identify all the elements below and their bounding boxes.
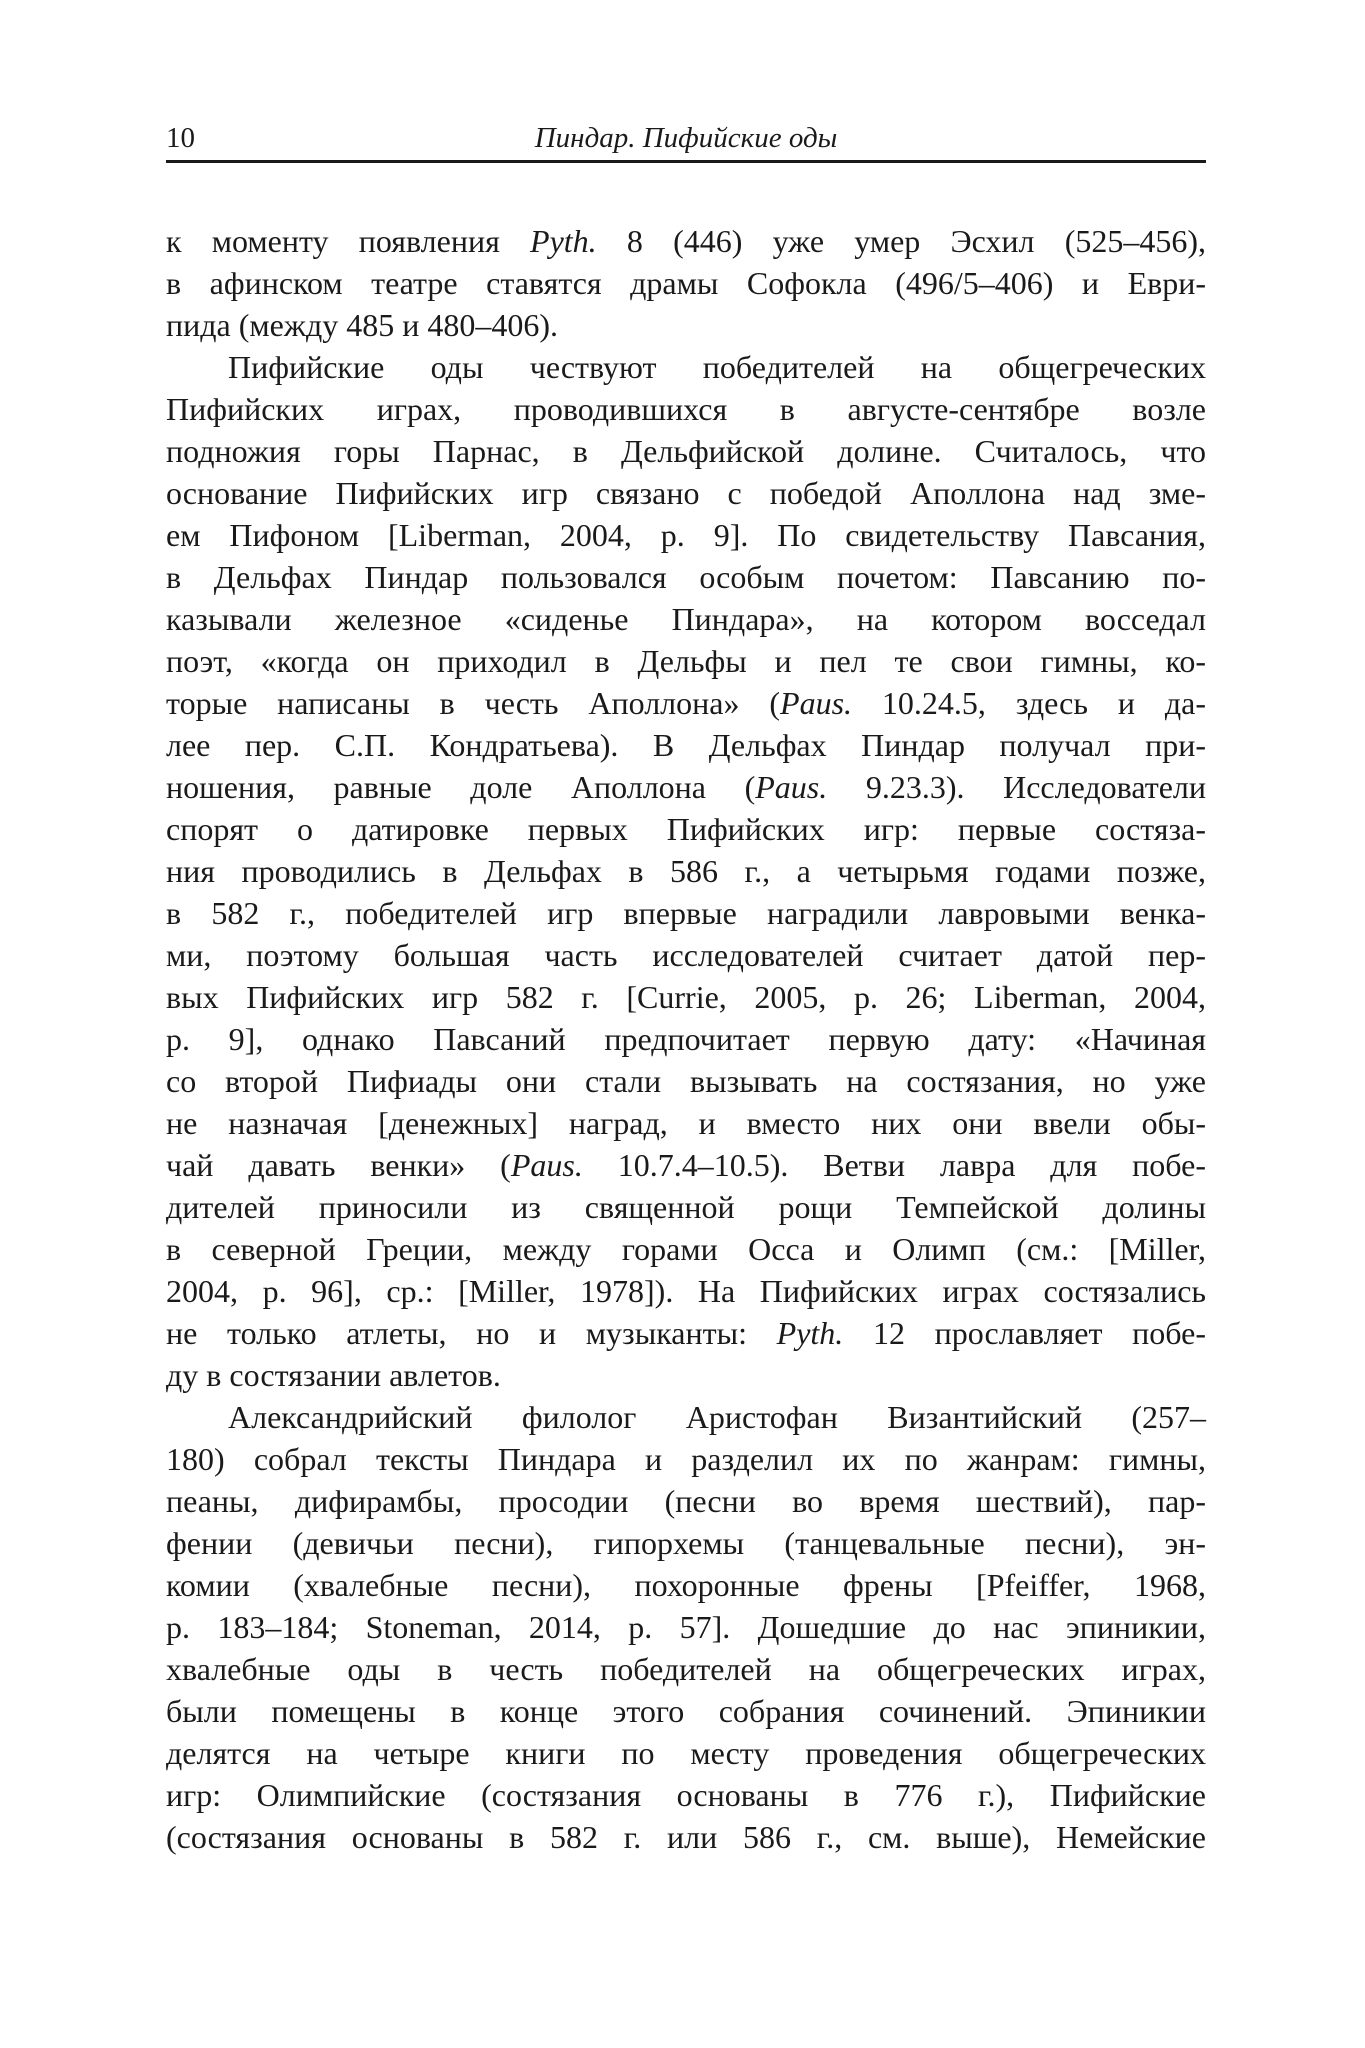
text-segment: основание Пифийских игр связано с победой Аполлона над зме- xyxy=(166,475,1206,511)
text-segment: хвалебные оды в честь победителей на общегреческих играх, xyxy=(166,1651,1206,1687)
text-segment: подножия горы Парнас, в Дельфийской долине. Считалось, что xyxy=(166,433,1206,469)
text-line xyxy=(166,976,1206,1018)
text-segment: (состязания основаны в 582 г. или 586 г., см. выше), Немейские xyxy=(166,1819,1206,1855)
text-segment: комии (хвалебные песни), похоронные френы [Pfeiffer, 1968, xyxy=(166,1567,1206,1603)
text-segment: 8 (446) уже умер Эсхил (525–456), xyxy=(596,223,1207,259)
text-line xyxy=(166,1732,1206,1774)
text-segment: 10.7.4–10.5). Ветви лавра для побе- xyxy=(582,1147,1207,1183)
text-segment: чай давать венки» ( xyxy=(166,1147,511,1183)
text-segment: 12 прославляет побе- xyxy=(843,1315,1207,1351)
text-line xyxy=(166,724,1206,766)
text-line xyxy=(166,934,1206,976)
text-line xyxy=(166,808,1206,850)
text-segment: ду в состязании авлетов. xyxy=(166,1357,501,1393)
text-line xyxy=(166,640,1206,682)
text-segment: вых Пифийских игр 582 г. [Currie, 2005, p. 26; Liberman, 2004, xyxy=(166,979,1206,1015)
text-segment: поэт, «когда он приходил в Дельфы и пел те свои гимны, ко- xyxy=(166,643,1206,679)
text-segment: спорят о датировке первых Пифийских игр: первые состяза- xyxy=(166,811,1206,847)
header-rule xyxy=(166,160,1206,163)
italic-citation: Pyth. xyxy=(530,223,597,259)
text-segment: со второй Пифиады они стали вызывать на состязания, но уже xyxy=(166,1063,1206,1099)
text-line xyxy=(166,682,1206,724)
text-segment: к моменту появления xyxy=(166,223,531,259)
text-line xyxy=(166,1480,1206,1522)
page-header xyxy=(166,122,1206,158)
text-segment: p. 9], однако Павсаний предпочитает первую дату: «Начиная xyxy=(166,1021,1206,1057)
text-segment: игр: Олимпийские (состязания основаны в 776 г.), Пифийские xyxy=(166,1777,1206,1813)
text-segment: 10.24.5, здесь и да- xyxy=(852,685,1207,721)
text-segment: в 582 г., победителей игр впервые наградили лавровыми венка- xyxy=(166,895,1206,931)
text-line xyxy=(166,388,1206,430)
text-segment: ем Пифоном [Liberman, 2004, p. 9]. По свидетельству Павсания, xyxy=(166,517,1206,553)
text-segment: ния проводились в Дельфах в 586 г., а четырьмя годами позже, xyxy=(166,853,1206,889)
body-text xyxy=(166,220,1206,1858)
text-line xyxy=(166,1102,1206,1144)
text-segment: в северной Греции, между горами Осса и Олимп (см.: [Miller, xyxy=(166,1231,1206,1267)
italic-citation: Paus. xyxy=(755,769,828,805)
text-segment: делятся на четыре книги по месту проведения общегреческих xyxy=(166,1735,1206,1771)
text-segment: 180) собрал тексты Пиндара и разделил их по жанрам: гимны, xyxy=(166,1441,1206,1477)
text-segment: были помещены в конце этого собрания сочинений. Эпиникии xyxy=(166,1693,1206,1729)
text-line xyxy=(166,304,1206,346)
text-segment: дителей приносили из священной рощи Темпейской долины xyxy=(166,1189,1206,1225)
text-segment: p. 183–184; Stoneman, 2014, p. 57]. Дошедшие до нас эпиникии, xyxy=(166,1609,1206,1645)
text-line xyxy=(166,1522,1206,1564)
text-line xyxy=(166,1690,1206,1732)
text-segment: казывали железное «сиденье Пиндара», на котором восседал xyxy=(166,601,1206,637)
text-segment: пеаны, дифирамбы, просодии (песни во время шествий), пар- xyxy=(166,1483,1206,1519)
text-line xyxy=(166,556,1206,598)
text-line xyxy=(166,1060,1206,1102)
text-segment: ми, поэтому большая часть исследователей считает датой пер- xyxy=(166,937,1206,973)
text-line xyxy=(166,1144,1206,1186)
text-line xyxy=(166,1270,1206,1312)
text-line xyxy=(166,766,1206,808)
italic-citation: Pyth. xyxy=(776,1315,844,1351)
text-segment: не назначая [денежных] наград, и вместо них они ввели обы- xyxy=(166,1105,1206,1141)
text-line xyxy=(166,1312,1206,1354)
text-line xyxy=(166,262,1206,304)
running-title: Пиндар. Пифийские оды xyxy=(534,122,838,154)
text-segment: торые написаны в честь Аполлона» ( xyxy=(166,685,781,721)
text-segment: пида (между 485 и 480–406). xyxy=(166,307,559,343)
text-line xyxy=(166,346,1206,388)
text-segment: в Дельфах Пиндар пользовался особым почетом: Павсанию по- xyxy=(166,559,1206,595)
text-segment: лее пер. С.П. Кондратьева). В Дельфах Пиндар получал при- xyxy=(166,727,1206,763)
text-segment: Александрийский филолог Аристофан Византийский (257– xyxy=(228,1399,1206,1435)
text-line xyxy=(166,220,1206,262)
text-line xyxy=(166,472,1206,514)
text-line xyxy=(166,1396,1206,1438)
text-line xyxy=(166,1774,1206,1816)
text-line xyxy=(166,1018,1206,1060)
text-line xyxy=(166,1648,1206,1690)
text-segment: в афинском театре ставятся драмы Софокла (496/5–406) и Еври- xyxy=(166,265,1206,301)
text-line xyxy=(166,430,1206,472)
text-line xyxy=(166,892,1206,934)
page-number: 10 xyxy=(166,122,195,154)
text-line xyxy=(166,598,1206,640)
italic-citation: Paus. xyxy=(510,1147,583,1183)
text-segment: не только атлеты, но и музыканты: xyxy=(166,1315,777,1351)
text-line xyxy=(166,1816,1206,1858)
text-segment: ношения, равные доле Аполлона ( xyxy=(166,769,756,805)
italic-citation: Paus. xyxy=(780,685,853,721)
text-line xyxy=(166,1228,1206,1270)
text-segment: фении (девичьи песни), гипорхемы (танцевальные песни), эн- xyxy=(166,1525,1206,1561)
text-line xyxy=(166,514,1206,556)
text-line xyxy=(166,1354,1206,1396)
text-segment: Пифийские оды чествуют победителей на общегреческих xyxy=(228,349,1206,385)
text-segment: 2004, p. 96], ср.: [Miller, 1978]). На Пифийских играх состязались xyxy=(166,1273,1206,1309)
text-segment: Пифийских играх, проводившихся в августе-сентябре возле xyxy=(166,391,1206,427)
text-line xyxy=(166,1564,1206,1606)
text-line xyxy=(166,1438,1206,1480)
text-line xyxy=(166,850,1206,892)
text-line xyxy=(166,1186,1206,1228)
text-segment: 9.23.3). Исследователи xyxy=(827,769,1206,805)
text-line xyxy=(166,1606,1206,1648)
